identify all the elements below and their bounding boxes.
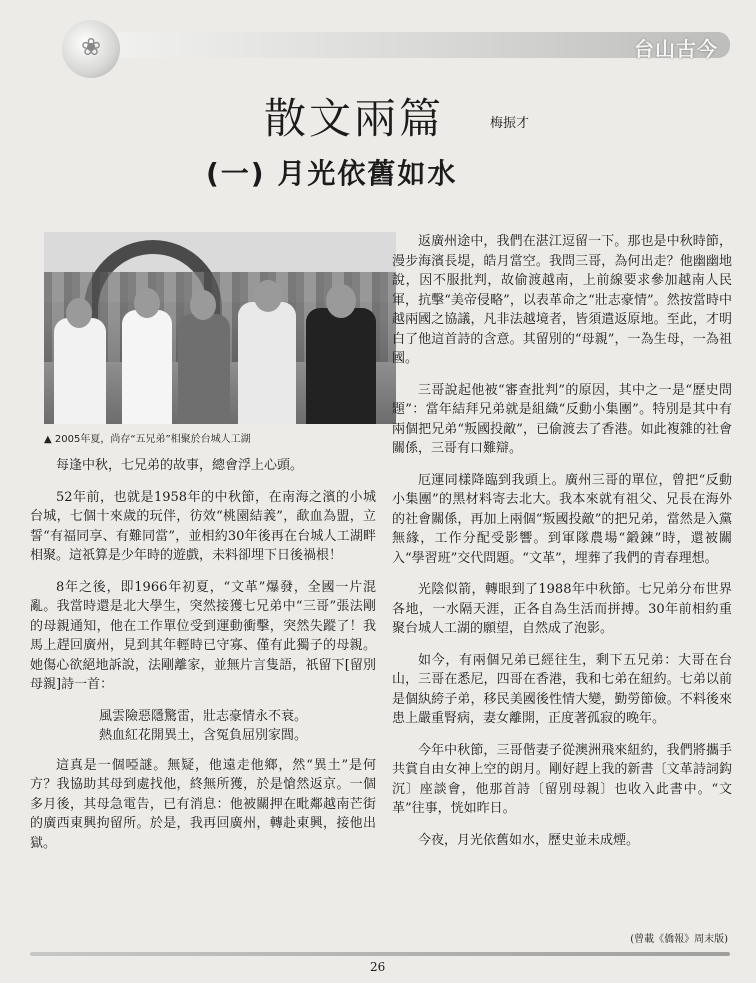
paragraph: 52年前，也就是1958年的中秋節，在南海之濱的小城台城，七個十來歲的玩伴，彷效“桃園結義”，歃血為盟，立誓“有福同享、有難同當”，並相約30年後再在台城人工湖畔相聚。這祇算是少年時的遊戲，未料卻埋下日後禍根！ [30,489,376,563]
paragraph: 返廣州途中，我們在湛江逗留一下。那也是中秋時節，漫步海濱長堤，皓月當空。我問三哥，為何出走？他幽幽地說，因不服批判，故偷渡越南，上前線要求參加越南人民軍，抗擊“美帝侵略”，以表革命之“壯志豪情”。然按當時中越兩國之協議，凡非法越境者，皆須遣返原地。至此，才明白了他這首詩的含意。其留別的“母親”，一為生母，一為祖國。 [392,234,732,366]
magazine-title: 台山古今 [634,37,718,61]
paragraph: 今年中秋節，三哥偕妻子從澳洲飛來紐約，我們將攜手共賞自由女神上空的朗月。剛好趕上我的新書〔文革詩詞鈎沉〕座談會，他那首詩〔留別母親〕也收入此書中。“文革”往事，恍如昨日。 [392,742,732,816]
paragraph: 光陰似箭，轉眼到了1988年中秋節。七兄弟分布世界各地，一水隔天涯，正各自為生活而拼搏。30年前相約重聚台城人工湖的願望，自然成了泡影。 [392,582,732,636]
paragraph: 三哥說起他被“審查批判”的原因，其中之一是“歷史問題”：當年結拜兄弟就是組織“反動小集團”。特別是其中有兩個把兄弟“叛國投敵”，已偷渡去了香港。如此複雜的社會關係，三哥有口難辯。 [392,382,732,456]
paragraph: 如今，有兩個兄弟已經往生，剩下五兄弟：大哥在台山，三哥在悉尼，四哥在香港，我和七弟在紐約。七弟以前是個紈絝子弟，移民美國後性情大變，勤勞節儉。不料後來患上嚴重腎病，妻女離開，正度著孤寂的晚年。 [392,652,732,726]
person-3 [178,314,230,424]
right-column [392,232,732,862]
person-2 [122,310,172,424]
page-number: 26 [370,960,386,974]
group-photo [44,232,396,424]
person-4 [238,302,296,424]
person-1 [54,318,106,424]
article-subtitle: (一) 月光依舊如水 [206,157,458,190]
paragraph: 今夜，月光依舊如水，歷史並未成煙。 [418,832,640,848]
footer-rule [30,952,730,956]
person-5 [306,308,376,424]
article-author: 梅振才 [490,116,530,131]
left-column [30,456,376,865]
source-note: (曾載《僑報》周末版) [630,934,728,945]
poem [30,707,376,746]
paragraph: 厄運同樣降臨到我頭上。廣州三哥的單位，曾把“反動小集團”的黑材料寄去北大。我本來就有祖父、兄長在海外的社會關係，再加上兩個“叛國投敵”的把兄弟，當然是入黨無緣，工作分配受影響。到軍隊農場“鍛鍊”時，還被關入“學習班”交代問題。“文革”，埋葬了我們的青春理想。 [392,472,732,566]
photo-caption: ▲ 2005年夏，尚存“五兄弟”相聚於台城人工湖 [44,434,251,445]
poem-line: 風雲險惡隱驚雷，壯志豪情永不衰。 [98,708,307,724]
paragraph: 這真是一個啞謎。無疑，他遠走他鄉，然“異土”是何方？我協助其母到處找他，終無所獲，於是愴然返京。一個多月後，其母急電告，已有消息：他被關押在毗鄰越南芒街的廣西東興拘留所。於是，我再回廣州，轉赴東興，接他出獄。 [30,757,376,851]
header-banner [30,20,730,72]
flower-icon: ❀ [62,20,120,78]
paragraph: 8年之後，即1966年初夏，“文革”爆發，全國一片混亂。我當時還是北大學生，突然接獲七兄弟中“三哥”張法剛的母親通知，他在工作單位受到運動衝擊，突然失蹤了！我馬上趕回廣州，見到其年輕時已守寡、僅有此獨子的母親。她傷心欲絕地訴說，法剛離家，並無片言隻語，祇留下[留別母親]詩一首： [30,579,376,692]
poem-line: 熱血紅花開異土，含冤負屈別家閭。 [98,728,307,743]
paragraph: 每逢中秋，七兄弟的故事，總會浮上心頭。 [56,458,304,473]
article-title: 散文兩篇 [264,94,445,143]
